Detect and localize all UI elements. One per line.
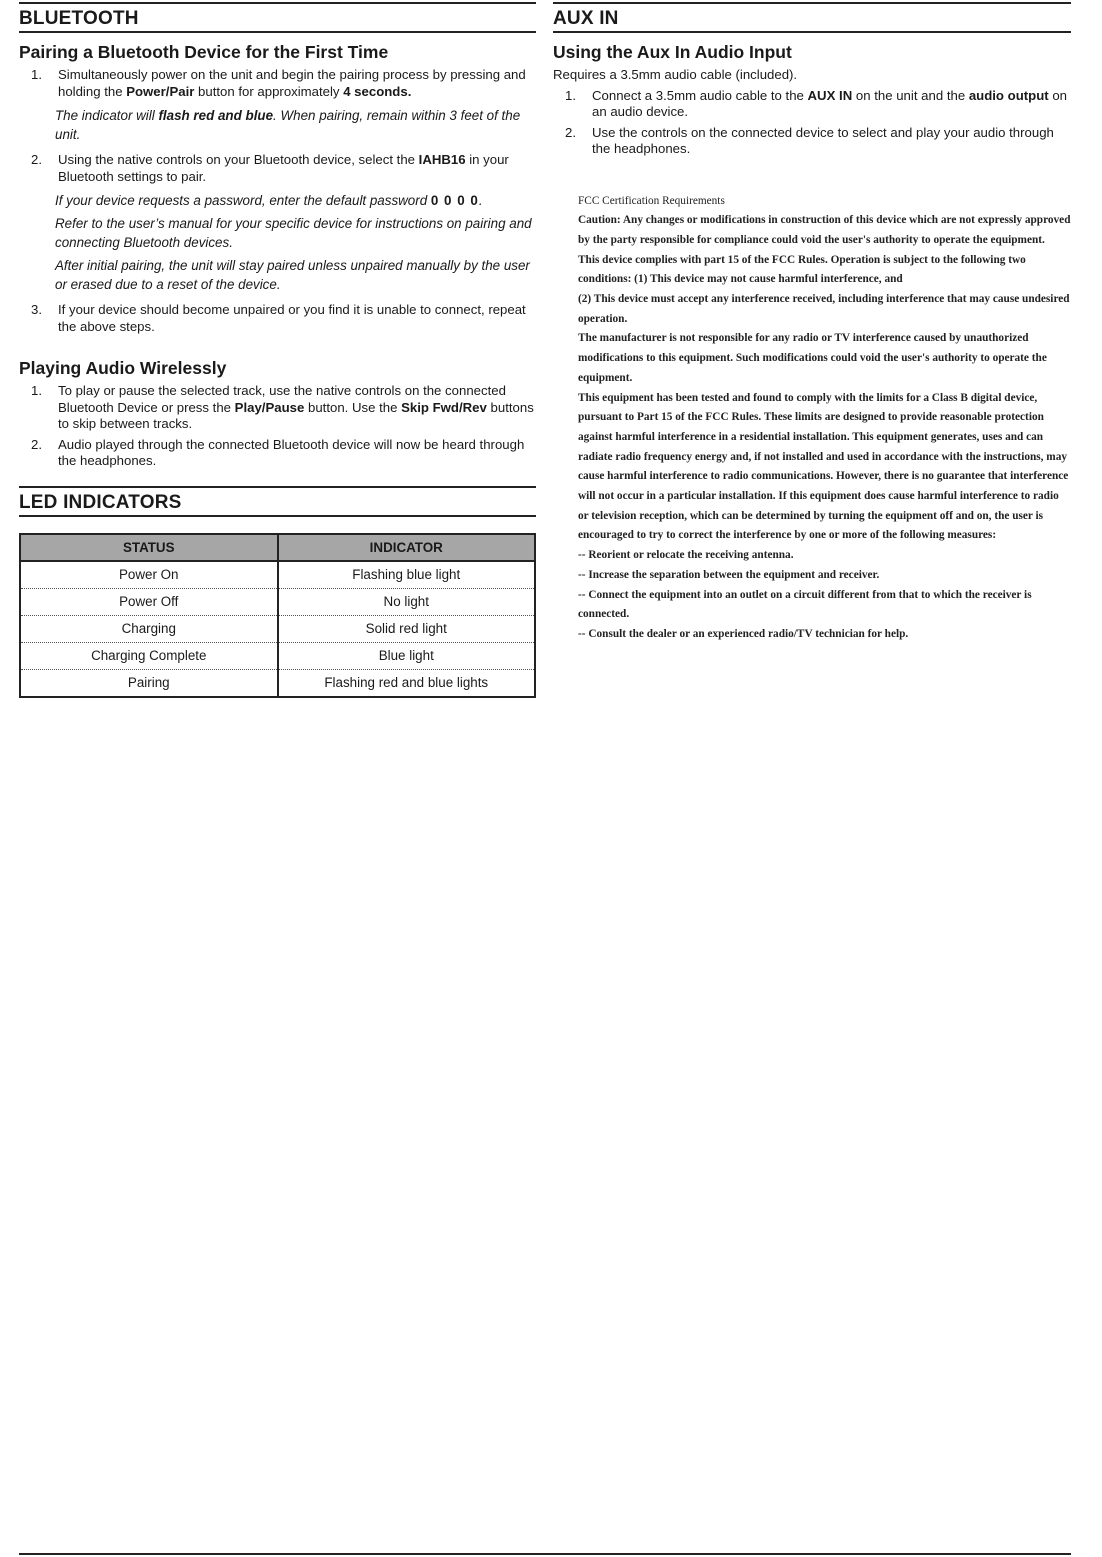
indicator-cell: No light [278, 588, 536, 615]
playing-steps [19, 383, 536, 470]
indicator-cell: Flashing blue light [278, 561, 536, 589]
fcc-measure: -- Connect the equipment into an outlet on a circuit different from that to which the receiver is connected. [578, 588, 1032, 621]
step-number: 1. [31, 383, 42, 398]
note-stay-paired: After initial pairing, the unit will stay paired unless unpaired manually by the user or erased due to a reset of the device. [55, 258, 530, 292]
step-text-part: on an audio device. [592, 87, 1068, 119]
step-text-part: button for approximately [194, 83, 344, 99]
note-part: If your device requests a password, enter the default password [55, 193, 431, 208]
table-row [20, 588, 535, 615]
step-number: 1. [565, 87, 576, 103]
model-label: IAHB16 [418, 152, 466, 167]
step-text: Use the controls on the connected device to select and play your audio through the headphones. [592, 124, 1054, 156]
note-indicator [55, 106, 536, 144]
left-column [19, 0, 536, 698]
power-pair-label: Power/Pair [126, 83, 195, 99]
play-pause-label: Play/Pause [234, 399, 305, 415]
pairing-step-3 [19, 302, 536, 335]
step-text [58, 152, 536, 185]
indicator-cell: Flashing red and blue lights [324, 675, 489, 690]
note-password [55, 191, 536, 210]
skip-label: Skip Fwd/Rev [401, 399, 487, 415]
table-row [20, 642, 535, 669]
pairing-steps-3 [19, 302, 536, 335]
footer-divider [19, 1553, 1071, 1555]
fcc-paragraph: The manufacturer is not responsible for any radio or TV interference caused by unauthorized modifications to this equipment. Such modifications could void the user's authority to operate the equipment. [578, 332, 1047, 384]
playing-title: Playing Audio Wirelessly [19, 358, 227, 378]
table-row [20, 561, 535, 589]
indicator-column-header: INDICATOR [278, 534, 536, 561]
fcc-paragraph: (2) This device must accept any interference received, including interference that may cause undesired operation. [578, 293, 1070, 325]
fcc-paragraph: This equipment has been tested and found to comply with the limits for a Class B digital device, pursuant to Part 15 of the FCC Rules. These limits are designed to provide reasonable protection against harmful interference in a residential installation. This equipment generates, uses and can radiate radio frequency energy and, if not installed and used in accordance with the instructions, may cause harmful interference to radio communications. However, there is no guarantee that interference will not occur in a particular installation. If this equipment does cause harmful interference to radio or television reception, which can be determined by turning the equipment off and on, the user is encouraged to try to correct the interference by one or more of the following measures: [578, 391, 1069, 542]
note-emphasis: flash red and blue [158, 108, 274, 123]
fcc-measure: -- Reorient or relocate the receiving antenna. [578, 549, 794, 562]
step-number: 2. [31, 152, 42, 167]
pairing-steps-2 [19, 152, 536, 185]
table-row [20, 615, 535, 642]
led-table-header [20, 534, 535, 561]
playing-step-1 [19, 383, 536, 433]
duration-label: 4 seconds. [343, 83, 412, 99]
step-text [58, 383, 536, 433]
fcc-title: FCC Certification Requirements [578, 194, 725, 207]
step-number: 1. [31, 67, 42, 82]
status-cell: Power On [20, 561, 278, 589]
bluetooth-heading: BLUETOOTH [19, 2, 536, 33]
fcc-paragraph: Caution: Any changes or modifications in construction of this device which are not expressly approved by the party responsible for compliance could void the user's authority to operate the equipment. [578, 214, 1071, 246]
step-text-part: on the unit and the [852, 87, 969, 103]
step-text: If your device should become unpaired or you find it is unable to connect, repeat the above steps. [58, 302, 526, 334]
aux-step-1 [553, 88, 1071, 121]
fcc-paragraph: This device complies with part 15 of the FCC Rules. Operation is subject to the following two conditions: (1) This device may not cause harmful interference, and [578, 253, 1026, 286]
note-part: . [478, 193, 483, 208]
status-cell: Power Off [20, 588, 278, 615]
step-text-part: in your Bluetooth settings to pair. [58, 152, 509, 184]
status-column-header: STATUS [20, 534, 278, 561]
table-row [20, 669, 535, 697]
indicator-cell: Solid red light [278, 615, 536, 642]
status-cell: Charging Complete [20, 642, 278, 669]
step-text [592, 88, 1071, 121]
fcc-block [578, 192, 1071, 645]
step-number: 2. [565, 124, 576, 140]
aux-steps [553, 88, 1071, 158]
step-text-part: Using the native controls on your Bluetooth device, select the [58, 152, 419, 167]
indicator-cell: Blue light [278, 642, 536, 669]
led-heading: LED INDICATORS [19, 486, 536, 517]
pairing-step-1 [19, 67, 536, 100]
aux-in-label: AUX IN [807, 87, 853, 103]
step-text-part: To play or pause the selected track, use the native controls on the connected Bluetooth Device or press the [58, 383, 506, 415]
note-part: . When pairing, remain within 3 feet of the unit. [55, 108, 521, 142]
step-text: Audio played through the connected Bluetooth device will now be heard through the headphones. [58, 436, 525, 468]
step-text-part: buttons to skip between tracks. [58, 399, 534, 431]
note-part: The indicator will [55, 108, 159, 123]
fcc-measure: -- Consult the dealer or an experienced radio/TV technician for help. [578, 627, 909, 640]
aux-title: Using the Aux In Audio Input [553, 42, 792, 62]
pairing-title: Pairing a Bluetooth Device for the First Time [19, 42, 389, 62]
pairing-steps [19, 67, 536, 100]
audio-output-label: audio output [968, 87, 1049, 103]
pairing-step-2 [19, 152, 536, 185]
aux-heading: AUX IN [553, 2, 1071, 33]
step-number: 2. [31, 436, 42, 452]
aux-requires: Requires a 3.5mm audio cable (included). [553, 67, 798, 82]
right-column [553, 0, 1071, 645]
led-table [19, 533, 536, 698]
step-text-part: Connect a 3.5mm audio cable to the [592, 87, 808, 103]
fcc-measure: -- Increase the separation between the equipment and receiver. [578, 568, 880, 581]
aux-step-2 [553, 125, 1071, 158]
step-text-part: button. Use the [304, 399, 402, 415]
playing-step-2 [19, 437, 536, 470]
status-cell: Charging [20, 615, 278, 642]
step-text [58, 67, 536, 100]
note-manual: Refer to the user’s manual for your specific device for instructions on pairing and connecting Bluetooth devices. [55, 216, 532, 250]
step-number: 3. [31, 302, 42, 317]
default-password: 0 0 0 0 [430, 193, 479, 208]
step-text-part: Simultaneously power on the unit and begin the pairing process by pressing and holding the [58, 67, 526, 99]
status-cell: Pairing [20, 669, 278, 697]
